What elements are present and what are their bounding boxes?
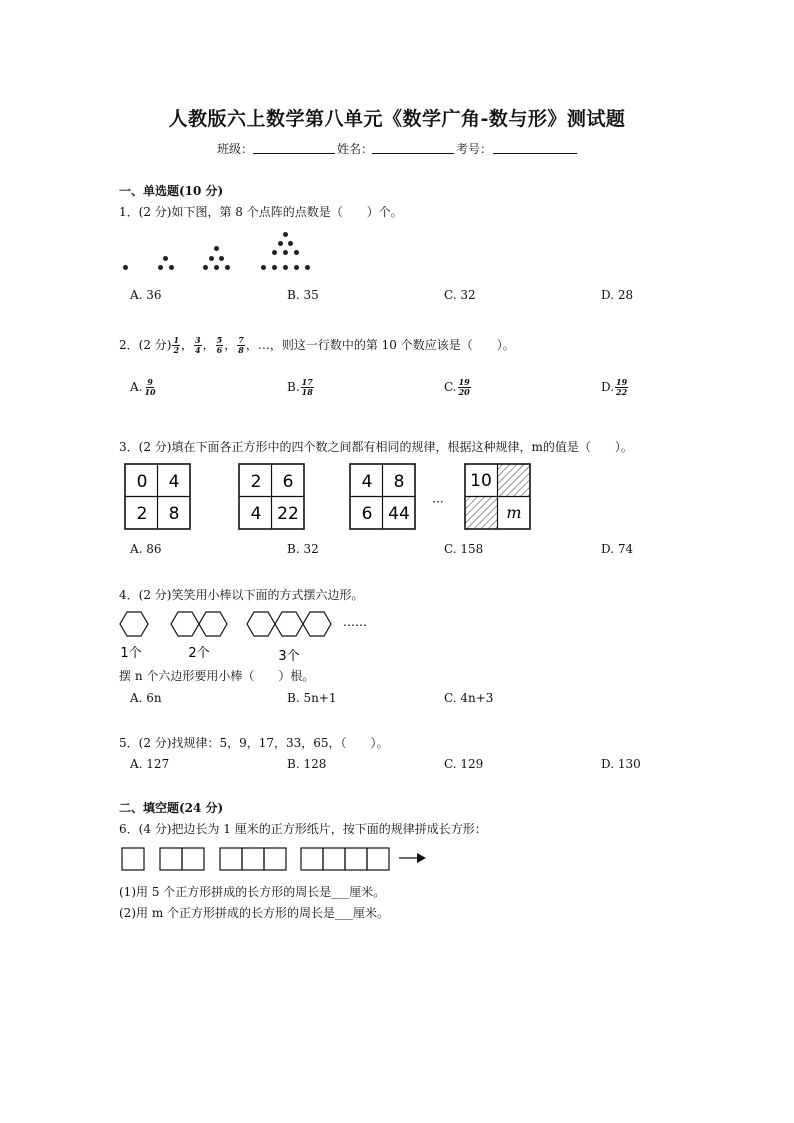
name-blank[interactable] xyxy=(372,153,454,154)
exam-label: 考号： xyxy=(456,142,493,156)
number-squares-figure xyxy=(118,460,538,534)
q5-option-b[interactable]: B. 128 xyxy=(287,757,327,771)
q1-option-b[interactable]: B. 35 xyxy=(287,288,319,302)
q3-option-a[interactable]: A. 86 xyxy=(130,542,162,556)
dot xyxy=(169,265,174,270)
dot xyxy=(209,256,214,261)
page-title: 人教版六上数学第八单元《数学广角-数与形》测试题 xyxy=(168,108,626,130)
q4-option-b[interactable]: B. 5n+1 xyxy=(287,691,337,705)
q2-fraction-4: $\frac{7}{8}$ xyxy=(238,335,244,355)
square-2-bottom-right: 22 xyxy=(277,504,299,524)
exam-blank[interactable] xyxy=(493,153,577,154)
number-square-2 xyxy=(239,464,304,529)
q3-option-c[interactable]: C. 158 xyxy=(444,542,484,556)
dot-patterns xyxy=(118,228,318,274)
class-label: 班级： xyxy=(217,142,254,156)
q2-text: 2．(2 分) $\frac{1}{2}$ ， $\frac{3}{4}$ ， $\frac{5}{6}$ ， $\frac{7}{8}$ ，…，则这一行数中的第 10 个数应该是（ ）。 xyxy=(119,335,515,355)
dot xyxy=(225,265,230,270)
q1-option-c[interactable]: C. 32 xyxy=(444,288,476,302)
square-1-top-right: 4 xyxy=(168,472,180,492)
q3-text: 3．(2 分)填在下面各正方形中的四个数之间都有相同的规律，根据这种规律，m的值是（ ）。 xyxy=(119,440,633,454)
square-4-unknown-m: m xyxy=(506,503,522,522)
q2-suffix: ，…，则这一行数中的第 10 个数应该是（ ）。 xyxy=(245,338,515,352)
class-blank[interactable] xyxy=(253,153,335,154)
q2-option-c[interactable]: C. $\frac{19}{20}$ xyxy=(444,377,470,397)
dot xyxy=(294,265,299,270)
number-square-3 xyxy=(350,464,415,529)
square-3-top-right: 8 xyxy=(393,472,405,492)
dot xyxy=(272,250,277,255)
q1-text: 1．(2 分)如下图，第 8 个点阵的点数是（ ）个。 xyxy=(119,205,403,219)
dot xyxy=(219,256,224,261)
dot xyxy=(283,232,288,237)
dot xyxy=(163,256,168,261)
hexagon-group-2 xyxy=(171,612,227,636)
q2-fraction-2: $\frac{3}{4}$ xyxy=(195,335,201,355)
q4-option-a[interactable]: A. 6n xyxy=(130,691,162,705)
strip-1 xyxy=(122,848,144,870)
dot xyxy=(261,265,266,270)
square-1-bottom-left: 2 xyxy=(136,504,148,524)
dot xyxy=(203,265,208,270)
dot xyxy=(272,265,277,270)
dot xyxy=(288,241,293,246)
dot xyxy=(305,265,310,270)
q6-sub2: (2)用 m 个正方形拼成的长方形的周长是___厘米。 xyxy=(119,906,390,920)
dot xyxy=(214,265,219,270)
hatched-cell xyxy=(498,464,530,496)
q2-prefix: 2．(2 分) xyxy=(119,338,172,352)
hexagon-label-1: 1个 xyxy=(120,646,142,661)
section2-heading: 二、填空题(24 分) xyxy=(119,801,224,815)
q2-fraction-1: $\frac{1}{2}$ xyxy=(173,335,180,355)
q2-option-b[interactable]: B. $\frac{17}{18}$ xyxy=(287,377,313,397)
q5-text: 5．(2 分)找规律：5，9，17，33，65，（ ）。 xyxy=(119,736,389,750)
square-1-top-left: 0 xyxy=(136,472,148,492)
hexagon-label-2: 2个 xyxy=(188,646,210,661)
name-label: 姓名： xyxy=(337,142,374,156)
q2-option-a[interactable]: A. $\frac{9}{10}$ xyxy=(130,377,156,397)
q4-option-c[interactable]: C. 4n+3 xyxy=(444,691,494,705)
square-3-bottom-right: 44 xyxy=(388,504,410,524)
square-3-bottom-left: 6 xyxy=(361,504,373,524)
square-strips-figure xyxy=(118,845,432,873)
dot xyxy=(214,246,219,251)
number-square-4 xyxy=(465,464,530,529)
q6-sub1: (1)用 5 个正方形拼成的长方形的周长是___厘米。 xyxy=(119,885,386,899)
q2-fraction-3: $\frac{5}{6}$ xyxy=(216,335,223,355)
strip-2 xyxy=(160,848,204,870)
hexagon-figure xyxy=(115,604,375,666)
q5-option-a[interactable]: A. 127 xyxy=(130,757,170,771)
dot xyxy=(283,265,288,270)
square-2-top-right: 6 xyxy=(282,472,294,492)
section1-heading: 一、单选题(10 分) xyxy=(119,184,224,198)
dot xyxy=(158,265,163,270)
dot xyxy=(278,241,283,246)
strip-4 xyxy=(301,848,389,870)
q5-option-c[interactable]: C. 129 xyxy=(444,757,484,771)
q4-question: 摆 n 个六边形要用小棒（ ）根。 xyxy=(119,669,315,683)
q5-option-d[interactable]: D. 130 xyxy=(601,757,641,771)
q2-option-d[interactable]: D. $\frac{19}{22}$ xyxy=(601,377,628,397)
hexagon-group-3 xyxy=(247,612,331,636)
dot xyxy=(123,265,128,270)
q4-text: 4．(2 分)笑笑用小棒以下面的方式摆六边形。 xyxy=(119,588,364,602)
squares-ellipsis: ··· xyxy=(432,495,444,509)
q3-option-b[interactable]: B. 32 xyxy=(287,542,319,556)
dot xyxy=(294,250,299,255)
square-2-top-left: 2 xyxy=(250,472,262,492)
hexagon-ellipsis: …… xyxy=(343,615,367,629)
number-square-1 xyxy=(125,464,190,529)
hatched-cell xyxy=(465,497,497,529)
q3-option-d[interactable]: D. 74 xyxy=(601,542,634,556)
hexagon-group-1 xyxy=(120,612,148,636)
square-4-top-left: 10 xyxy=(470,471,492,491)
square-2-bottom-left: 4 xyxy=(250,504,262,524)
strip-3 xyxy=(220,848,286,870)
dot xyxy=(283,250,288,255)
q6-text: 6．(4 分)把边长为 1 厘米的正方形纸片，按下面的规律拼成长方形： xyxy=(119,822,487,836)
square-3-top-left: 4 xyxy=(361,472,373,492)
hexagon-label-3: 3个 xyxy=(278,649,300,664)
square-1-bottom-right: 8 xyxy=(168,504,180,524)
q1-option-a[interactable]: A. 36 xyxy=(130,288,162,302)
q1-option-d[interactable]: D. 28 xyxy=(601,288,634,302)
arrow-right-icon xyxy=(399,853,426,863)
